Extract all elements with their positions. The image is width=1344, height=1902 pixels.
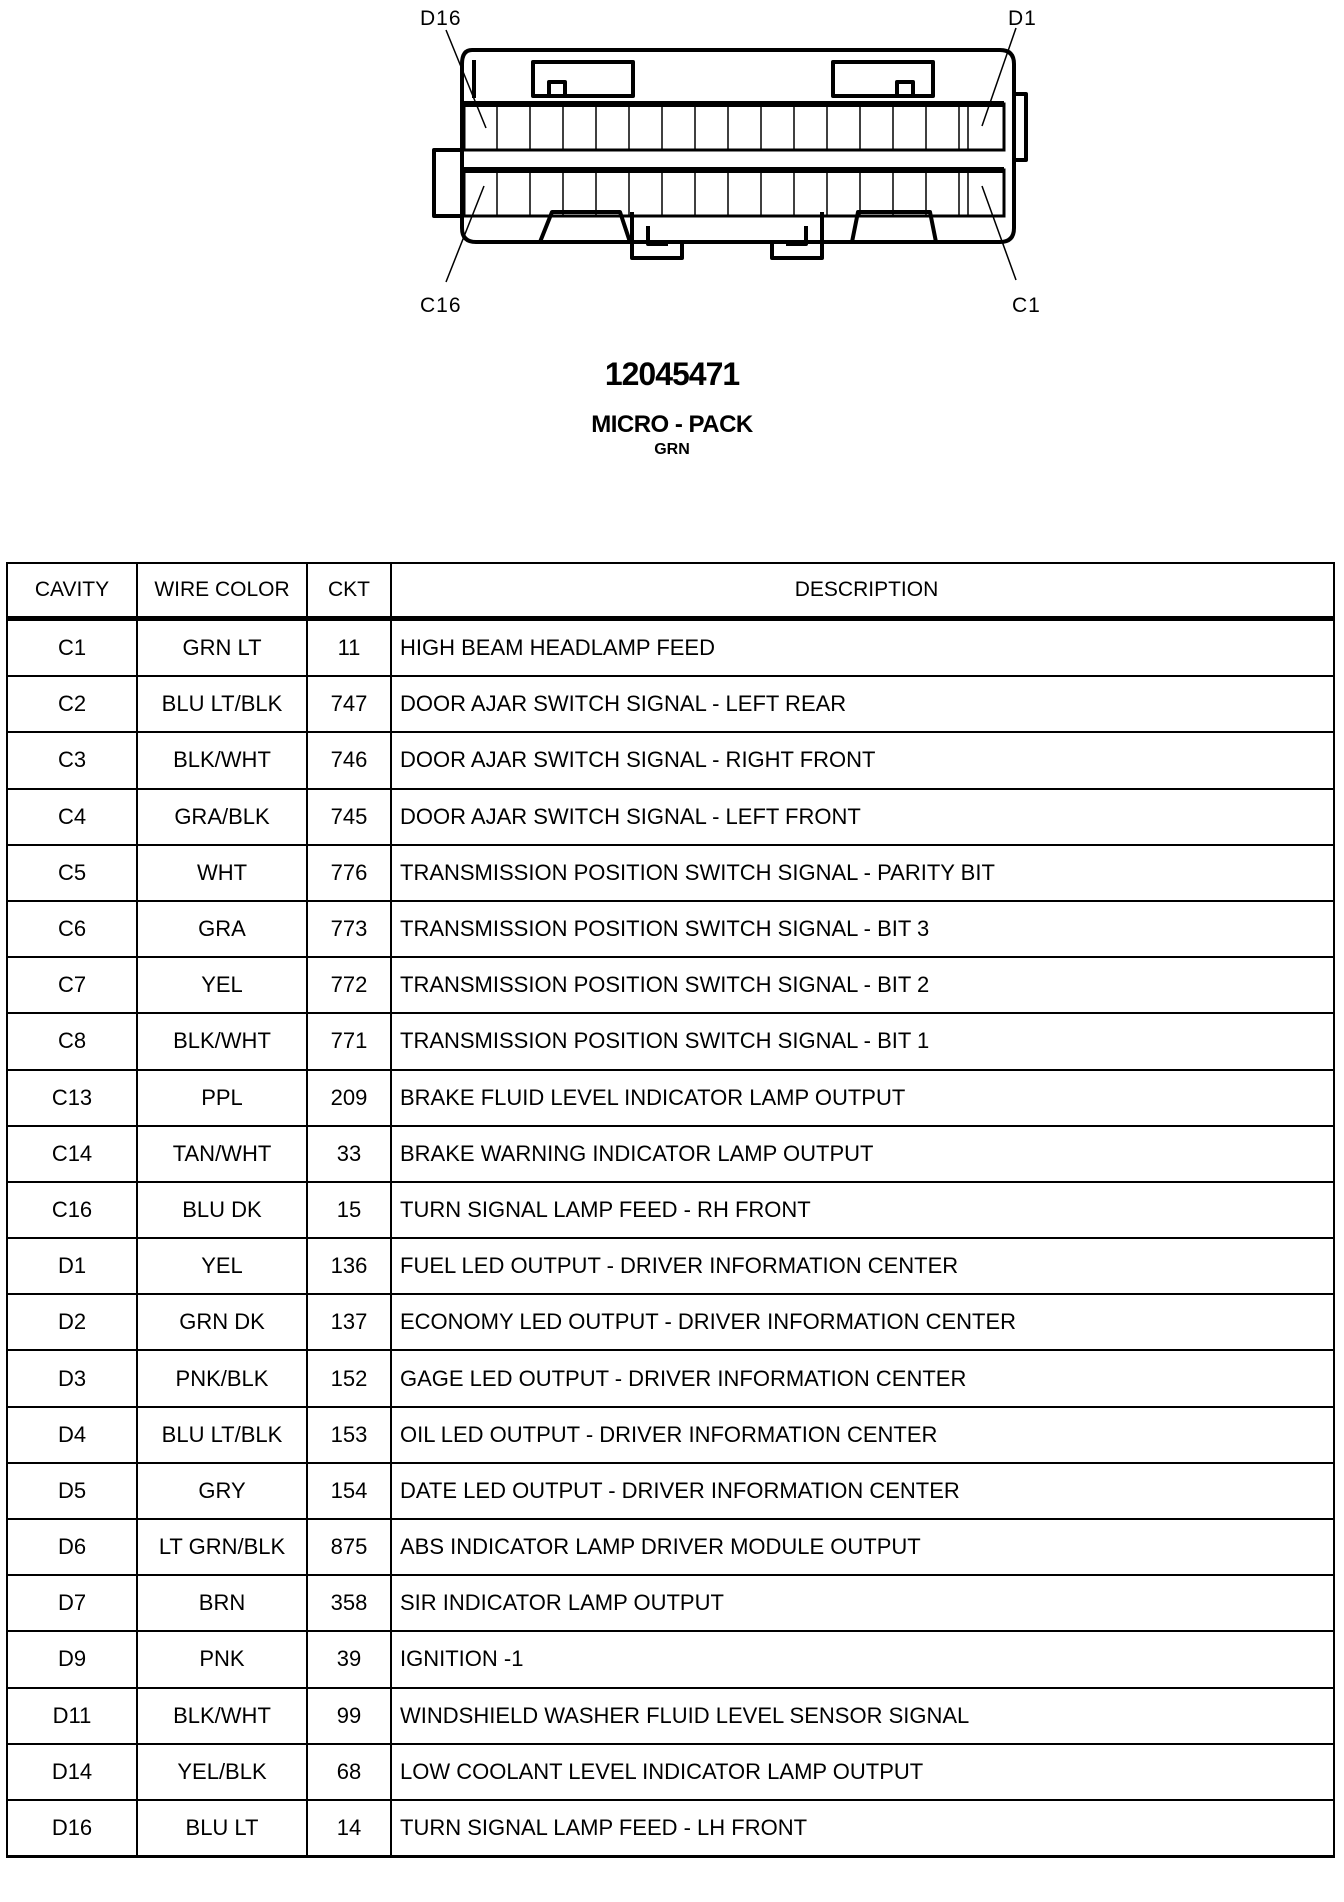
pin-label-top-left: D16	[420, 7, 462, 30]
cell-wire-color: PPL	[137, 1070, 307, 1126]
cell-cavity: D7	[7, 1575, 137, 1631]
cell-ckt: 154	[307, 1463, 391, 1519]
cell-ckt: 358	[307, 1575, 391, 1631]
part-number: 12045471	[604, 356, 740, 392]
table-row	[7, 1013, 1334, 1069]
cell-cavity: C7	[7, 957, 137, 1013]
table-row	[7, 1238, 1334, 1294]
upper-row-dividers	[497, 106, 968, 150]
cell-ckt: 99	[307, 1688, 391, 1744]
table-row	[7, 1688, 1334, 1744]
table-row	[7, 1182, 1334, 1238]
cell-ckt: 746	[307, 732, 391, 788]
cell-wire-color: YEL	[137, 1238, 307, 1294]
cell-description: TURN SIGNAL LAMP FEED - LH FRONT	[391, 1800, 1334, 1857]
header-ckt: CKT	[307, 563, 391, 619]
cell-wire-color: GRA	[137, 901, 307, 957]
cell-cavity: D16	[7, 1800, 137, 1857]
cell-description: FUEL LED OUTPUT - DRIVER INFORMATION CENTER	[391, 1238, 1334, 1294]
cell-ckt: 11	[307, 619, 391, 677]
connector-housing	[434, 50, 1026, 258]
cell-wire-color: GRN LT	[137, 619, 307, 677]
cell-ckt: 39	[307, 1631, 391, 1687]
cell-ckt: 137	[307, 1294, 391, 1350]
table-row	[7, 619, 1334, 677]
cell-cavity: C6	[7, 901, 137, 957]
pin-cavity-rows	[464, 104, 1004, 216]
cell-description: ECONOMY LED OUTPUT - DRIVER INFORMATION CENTER	[391, 1294, 1334, 1350]
cell-wire-color: GRY	[137, 1463, 307, 1519]
cell-wire-color: YEL	[137, 957, 307, 1013]
header-cavity: CAVITY	[7, 563, 137, 619]
table-row	[7, 957, 1334, 1013]
cell-wire-color: BLU LT/BLK	[137, 1407, 307, 1463]
header-description: DESCRIPTION	[391, 563, 1334, 619]
cell-ckt: 776	[307, 845, 391, 901]
cell-wire-color: LT GRN/BLK	[137, 1519, 307, 1575]
cell-cavity: C4	[7, 789, 137, 845]
cell-wire-color: GRN DK	[137, 1294, 307, 1350]
cell-ckt: 15	[307, 1182, 391, 1238]
table-row	[7, 1350, 1334, 1406]
cell-cavity: D11	[7, 1688, 137, 1744]
cell-description: GAGE LED OUTPUT - DRIVER INFORMATION CENTER	[391, 1350, 1334, 1406]
table-row	[7, 676, 1334, 732]
cell-description: DOOR AJAR SWITCH SIGNAL - RIGHT FRONT	[391, 732, 1334, 788]
cell-cavity: C8	[7, 1013, 137, 1069]
cell-ckt: 771	[307, 1013, 391, 1069]
lower-row-dividers	[497, 172, 968, 216]
cell-description: BRAKE WARNING INDICATOR LAMP OUTPUT	[391, 1126, 1334, 1182]
cell-ckt: 773	[307, 901, 391, 957]
cell-ckt: 209	[307, 1070, 391, 1126]
table-row	[7, 1575, 1334, 1631]
table-row	[7, 1407, 1334, 1463]
cell-cavity: D5	[7, 1463, 137, 1519]
cell-wire-color: GRA/BLK	[137, 789, 307, 845]
cell-cavity: D14	[7, 1744, 137, 1800]
cell-description: TURN SIGNAL LAMP FEED - RH FRONT	[391, 1182, 1334, 1238]
table-row	[7, 1744, 1334, 1800]
cell-cavity: C16	[7, 1182, 137, 1238]
table-row	[7, 845, 1334, 901]
cell-description: ABS INDICATOR LAMP DRIVER MODULE OUTPUT	[391, 1519, 1334, 1575]
cell-description: BRAKE FLUID LEVEL INDICATOR LAMP OUTPUT	[391, 1070, 1334, 1126]
pinout-table-body	[7, 619, 1334, 1857]
cell-wire-color: BLU DK	[137, 1182, 307, 1238]
cell-description: LOW COOLANT LEVEL INDICATOR LAMP OUTPUT	[391, 1744, 1334, 1800]
cell-cavity: C2	[7, 676, 137, 732]
cell-wire-color: BLK/WHT	[137, 1013, 307, 1069]
cell-wire-color: YEL/BLK	[137, 1744, 307, 1800]
cell-wire-color: BLK/WHT	[137, 1688, 307, 1744]
cell-wire-color: BLK/WHT	[137, 732, 307, 788]
table-row	[7, 901, 1334, 957]
table-row	[7, 732, 1334, 788]
cell-cavity: D2	[7, 1294, 137, 1350]
cell-cavity: C1	[7, 619, 137, 677]
cell-cavity: D3	[7, 1350, 137, 1406]
cell-ckt: 14	[307, 1800, 391, 1857]
table-row	[7, 1463, 1334, 1519]
pinout-table	[6, 562, 1335, 1858]
cell-description: OIL LED OUTPUT - DRIVER INFORMATION CENTER	[391, 1407, 1334, 1463]
pin-label-top-right: D1	[1008, 7, 1037, 30]
cell-wire-color: BLU LT/BLK	[137, 676, 307, 732]
table-row	[7, 1800, 1334, 1857]
pin-label-bottom-right: C1	[1012, 294, 1041, 317]
cell-cavity: C14	[7, 1126, 137, 1182]
cell-cavity: D4	[7, 1407, 137, 1463]
cell-ckt: 772	[307, 957, 391, 1013]
cell-ckt: 33	[307, 1126, 391, 1182]
connector-type: MICRO - PACK	[591, 411, 753, 438]
table-row	[7, 1126, 1334, 1182]
table-row	[7, 1631, 1334, 1687]
cell-cavity: C13	[7, 1070, 137, 1126]
cell-description: WINDSHIELD WASHER FLUID LEVEL SENSOR SIGNAL	[391, 1688, 1334, 1744]
header-wire-color: WIRE COLOR	[137, 563, 307, 619]
cell-description: TRANSMISSION POSITION SWITCH SIGNAL - BIT 2	[391, 957, 1334, 1013]
cell-description: SIR INDICATOR LAMP OUTPUT	[391, 1575, 1334, 1631]
connector-diagram	[0, 0, 1344, 340]
cell-description: IGNITION -1	[391, 1631, 1334, 1687]
connector-color: GRN	[654, 441, 690, 458]
cell-ckt: 745	[307, 789, 391, 845]
table-row	[7, 1519, 1334, 1575]
cell-description: DOOR AJAR SWITCH SIGNAL - LEFT REAR	[391, 676, 1334, 732]
cell-wire-color: BRN	[137, 1575, 307, 1631]
cell-wire-color: BLU LT	[137, 1800, 307, 1857]
cell-ckt: 68	[307, 1744, 391, 1800]
table-header-row	[7, 563, 1334, 619]
cell-wire-color: TAN/WHT	[137, 1126, 307, 1182]
cell-cavity: C3	[7, 732, 137, 788]
cell-ckt: 875	[307, 1519, 391, 1575]
cell-cavity: C5	[7, 845, 137, 901]
table-row	[7, 789, 1334, 845]
cell-cavity: D6	[7, 1519, 137, 1575]
cell-description: TRANSMISSION POSITION SWITCH SIGNAL - PARITY BIT	[391, 845, 1334, 901]
cell-wire-color: PNK	[137, 1631, 307, 1687]
cell-description: HIGH BEAM HEADLAMP FEED	[391, 619, 1334, 677]
cell-description: DOOR AJAR SWITCH SIGNAL - LEFT FRONT	[391, 789, 1334, 845]
table-row	[7, 1070, 1334, 1126]
table-row	[7, 1294, 1334, 1350]
cell-ckt: 152	[307, 1350, 391, 1406]
cell-description: TRANSMISSION POSITION SWITCH SIGNAL - BIT 3	[391, 901, 1334, 957]
cell-wire-color: PNK/BLK	[137, 1350, 307, 1406]
cell-ckt: 747	[307, 676, 391, 732]
cell-description: TRANSMISSION POSITION SWITCH SIGNAL - BIT 1	[391, 1013, 1334, 1069]
cell-cavity: D9	[7, 1631, 137, 1687]
pin-label-bottom-left: C16	[420, 294, 462, 317]
cell-wire-color: WHT	[137, 845, 307, 901]
cell-description: DATE LED OUTPUT - DRIVER INFORMATION CENTER	[391, 1463, 1334, 1519]
cell-ckt: 153	[307, 1407, 391, 1463]
cell-cavity: D1	[7, 1238, 137, 1294]
cell-ckt: 136	[307, 1238, 391, 1294]
